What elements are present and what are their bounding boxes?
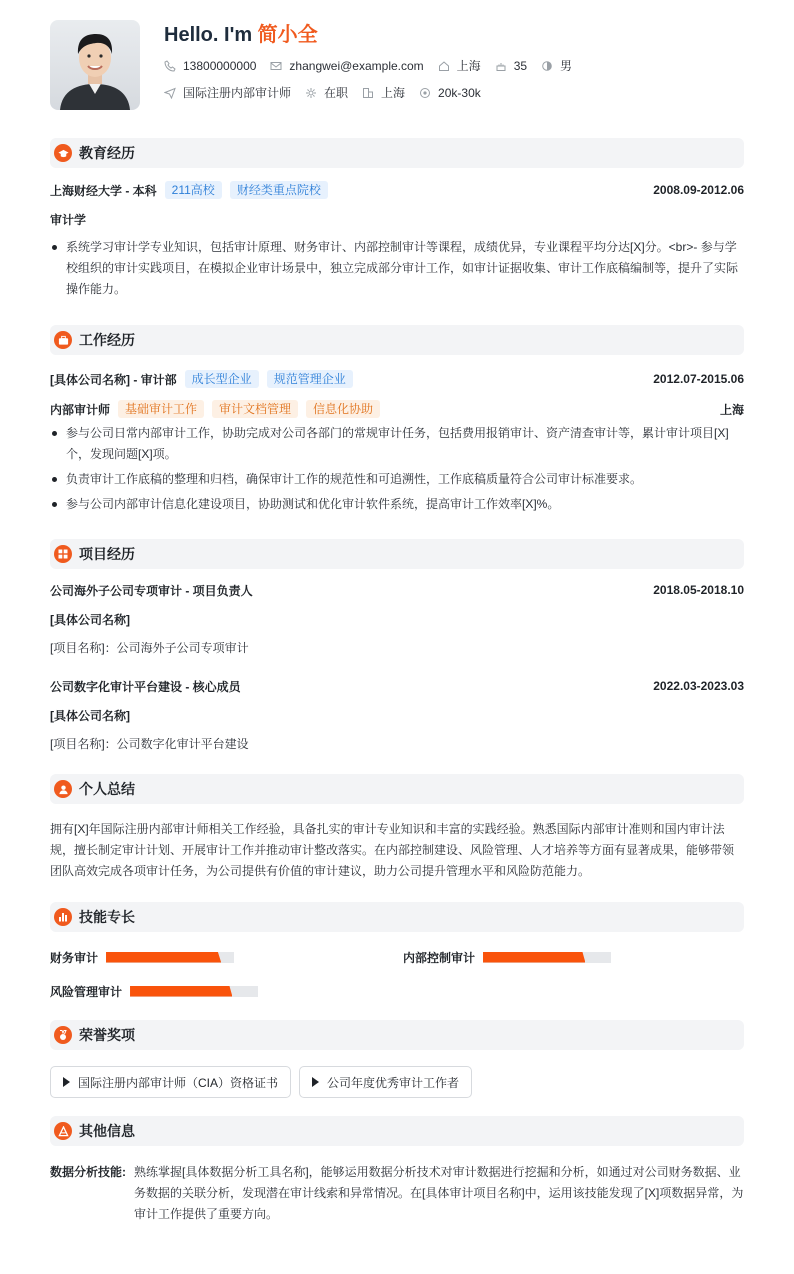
gender-icon	[541, 60, 553, 72]
work-bullets	[50, 423, 744, 515]
honor-item	[50, 1066, 291, 1098]
phone-text: 13800000000	[183, 58, 257, 73]
email-text: zhangwei@example.com	[289, 58, 424, 73]
project-item	[50, 581, 744, 657]
salary	[419, 86, 481, 100]
skills-row	[50, 948, 744, 966]
honor-item	[299, 1066, 472, 1098]
work-section	[50, 325, 744, 515]
work-location: 上海	[719, 402, 744, 417]
skill-bar-fill	[483, 952, 585, 963]
other-section	[50, 1116, 744, 1225]
skill-name: 风险管理审计	[50, 984, 123, 999]
project-desc: [项目名称]：公司数字化审计平台建设	[50, 737, 249, 751]
job-status	[305, 84, 348, 101]
tag: 审计文档管理	[212, 400, 298, 418]
graduation-cap-icon	[54, 144, 72, 162]
skill-bar	[106, 952, 234, 963]
cake-icon	[495, 60, 507, 72]
school-name: 上海财经大学 - 本科	[50, 183, 157, 198]
project-company: [具体公司名称]	[50, 613, 130, 627]
tag: 基础审计工作	[118, 400, 204, 418]
age	[495, 59, 527, 73]
salary-icon	[419, 87, 431, 99]
user-icon	[54, 780, 72, 798]
summary-section	[50, 774, 744, 882]
section-title: 荣誉奖项	[79, 1027, 135, 1043]
project-item	[50, 677, 744, 753]
tag: 财经类重点院校	[230, 181, 328, 199]
skills-section	[50, 902, 744, 1000]
section-title: 项目经历	[79, 546, 135, 562]
gender	[541, 57, 572, 74]
home-icon	[438, 60, 450, 72]
role-title: 内部审计师	[50, 402, 111, 417]
page-title	[164, 22, 586, 48]
list-item: 参与公司内部审计信息化建设项目，协助测试和优化审计软件系统，提高审计工作效率[X]%。	[50, 494, 744, 515]
building-icon	[362, 87, 374, 99]
skill-item	[50, 948, 403, 966]
list-item: 负责审计工作底稿的整理和归档，确保审计工作的规范性和可追溯性，工作底稿质量符合公司审计标准要求。	[50, 469, 744, 490]
section-title: 教育经历	[79, 145, 135, 161]
list-item: 参与公司日常内部审计工作，协助完成对公司各部门的常规审计任务，包括费用报销审计、资产清查审计等，累计审计项目[X]个，发现问题[X]项。	[50, 423, 744, 465]
grid-icon	[54, 545, 72, 563]
skill-name: 内部控制审计	[403, 950, 476, 965]
project-date: 2022.03-2023.03	[653, 679, 744, 693]
education-bullets	[50, 237, 744, 300]
honors-section	[50, 1020, 744, 1098]
greeting: Hello. I'm	[164, 24, 258, 46]
person-name: 简小全	[257, 24, 318, 46]
gender-text: 男	[560, 59, 573, 73]
mail-icon	[270, 60, 282, 72]
honors-list	[50, 1066, 744, 1098]
job-title-text: 国际注册内部审计师	[183, 86, 292, 100]
contact-row	[164, 52, 586, 79]
phone-icon	[164, 60, 176, 72]
role-row	[50, 400, 744, 418]
skill-item	[50, 982, 258, 1000]
section-header	[50, 774, 744, 804]
project-date: 2018.05-2018.10	[653, 583, 744, 597]
person-info-icon	[54, 1122, 72, 1140]
project-title: 公司海外子公司专项审计 - 项目负责人	[50, 583, 253, 598]
job-row	[164, 79, 586, 106]
tag: 211高校	[165, 181, 222, 199]
projects-section	[50, 539, 744, 753]
skills-row	[50, 982, 744, 1000]
triangle-right-icon	[63, 1077, 70, 1087]
section-title: 其他信息	[79, 1123, 135, 1139]
company-row	[50, 370, 744, 388]
skill-item	[403, 948, 611, 966]
avatar	[50, 20, 140, 110]
send-icon	[164, 87, 176, 99]
age-text: 35	[513, 58, 528, 73]
education-date: 2008.09-2012.06	[653, 183, 744, 197]
honor-text: 国际注册内部审计师（CIA）资格证书	[78, 1075, 279, 1090]
tag: 规范管理企业	[267, 370, 353, 388]
project-title: 公司数字化审计平台建设 - 核心成员	[50, 679, 241, 694]
section-title: 个人总结	[79, 781, 135, 797]
honor-text: 公司年度优秀审计工作者	[327, 1075, 460, 1090]
section-header	[50, 1020, 744, 1050]
status-icon	[305, 87, 317, 99]
education-section	[50, 138, 744, 300]
skill-bar	[483, 952, 611, 963]
other-item	[50, 1162, 744, 1225]
tag: 成长型企业	[185, 370, 259, 388]
project-company: [具体公司名称]	[50, 709, 130, 723]
company-name: [具体公司名称] - 审计部	[50, 372, 177, 387]
education-row	[50, 181, 744, 199]
bar-chart-icon	[54, 908, 72, 926]
section-header	[50, 1116, 744, 1146]
home-city	[438, 57, 481, 74]
job-title	[164, 84, 291, 101]
skill-bar-fill	[130, 986, 232, 997]
section-title: 技能专长	[79, 909, 135, 925]
major: 审计学	[50, 213, 87, 227]
salary-text: 20k-30k	[438, 85, 481, 100]
work-date: 2012.07-2015.06	[653, 372, 744, 386]
other-label: 数据分析技能:	[50, 1165, 126, 1179]
tag: 信息化协助	[306, 400, 380, 418]
section-header	[50, 138, 744, 168]
medal-icon	[54, 1026, 72, 1044]
job-status-text: 在职	[324, 86, 349, 100]
skill-name: 财务审计	[50, 950, 99, 965]
project-desc: [项目名称]：公司海外子公司专项审计	[50, 641, 249, 655]
skill-bar-fill	[106, 952, 221, 963]
skill-bar	[130, 986, 258, 997]
section-header	[50, 539, 744, 569]
section-header	[50, 325, 744, 355]
resume-header	[50, 20, 744, 110]
triangle-right-icon	[312, 1077, 319, 1087]
header-info	[164, 20, 586, 110]
phone	[164, 59, 256, 73]
section-title: 工作经历	[79, 332, 135, 348]
section-header	[50, 902, 744, 932]
other-text: 熟练掌握[具体数据分析工具名称]，能够运用数据分析技术对审计数据进行挖掘和分析，如通过对公司财务数据、业务数据的关联分析，发现潜在审计线索和异常情况。在[具体审计项目名称]中，运用该技能发现了[X]项数据异常，为审计工作提供了重要方向。	[134, 1165, 744, 1221]
home-city-text: 上海	[456, 59, 481, 73]
job-city-text: 上海	[381, 86, 406, 100]
summary-text: 拥有[X]年国际注册内部审计师相关工作经验，具备扎实的审计专业知识和丰富的实践经验。熟悉国际内部审计准则和国内审计法规，擅长制定审计计划、开展审计工作并推动审计整改落实。在内部控制建设、风险管理、人才培养等方面有显著成果，能够带领团队高效完成各项审计任务，为公司提供有价值的审计建议，助力公司提升管理水平和风险防范能力。	[50, 822, 735, 878]
job-city	[362, 84, 405, 101]
briefcase-icon	[54, 331, 72, 349]
list-item: 系统学习审计学专业知识，包括审计原理、财务审计、内部控制审计等课程，成绩优异，专业课程平均分达[X]分。<br>- 参与学校组织的审计实践项目，在模拟企业审计场景中，独立完成部分审计工作，如审计证据收集、审计工作底稿编制等，提升了实际操作能力。	[50, 237, 744, 300]
email	[270, 59, 423, 73]
